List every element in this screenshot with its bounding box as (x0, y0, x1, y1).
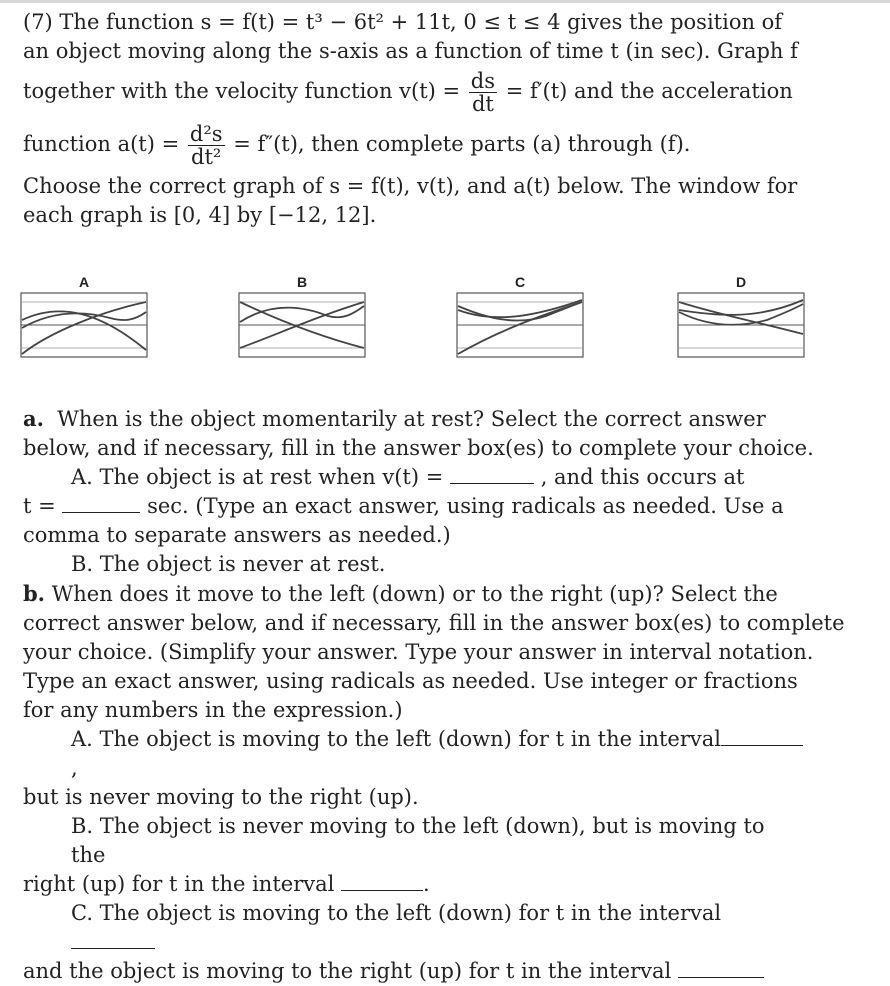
part-b-line-2: correct answer below, and if necessary, fill in the answer box(es) to complete (23, 611, 845, 635)
intro-line-3 (23, 66, 803, 116)
graph-label: B (296, 274, 308, 290)
part-a-label: a. (23, 406, 44, 431)
left-interval-answer-box-c[interactable] (71, 930, 155, 949)
part-b-text-1: When does it move to the left (down) or to the right (up)? Select the (51, 582, 778, 606)
top-border (0, 0, 890, 3)
right-interval-answer-box[interactable] (341, 872, 423, 891)
graph-option-a[interactable] (20, 272, 148, 358)
graph-c-plot (456, 292, 584, 358)
graph-d-plot (677, 292, 805, 358)
part-b-option-c[interactable] (23, 899, 803, 957)
part-b-option-c-line-2 (23, 957, 803, 986)
part-b-question (23, 579, 845, 725)
part-b-line-4: Type an exact answer, using radicals as needed. Use integer or fractions (23, 669, 798, 693)
intro-paragraph (23, 8, 803, 230)
fraction-denominator: dt² (191, 145, 222, 169)
option-text: and the object is moving to the right (up) for t in the interval (23, 959, 672, 983)
part-a-option-b[interactable]: B. The object is never at rest. (71, 552, 386, 576)
graph-b-plot (238, 292, 366, 358)
part-a-option-a-line-2 (23, 492, 803, 521)
graph-label: C (514, 274, 526, 290)
part-b-option-a[interactable]: A. The object is moving to the left (down) for t in the interval, (23, 725, 803, 783)
intro-line-5: Choose the correct graph of s = f(t), v(t), and a(t) below. The window for (23, 174, 798, 198)
option-text: , and this occurs at (540, 465, 745, 489)
option-text: A. The object is at rest when v(t) = (71, 465, 444, 489)
option-text: right (up) for t in the interval (23, 872, 335, 896)
left-interval-answer-box[interactable] (721, 727, 803, 746)
option-text: sec. (Type an exact answer, using radicals as needed. Use a (147, 494, 784, 518)
ds-dt-fraction (469, 70, 497, 115)
intro-line-1: (7) The function s = f(t) = t³ − 6t² + 11t, 0 ≤ t ≤ 4 gives the position of (23, 10, 783, 34)
graph-label: D (735, 274, 747, 290)
problem-statement (23, 8, 803, 230)
part-b-line-3: your choice. (Simplify your answer. Type your answer in interval notation. (23, 640, 814, 664)
part-a-option-a-line-3: comma to separate answers as needed.) (23, 523, 451, 547)
option-text: t = (23, 494, 56, 518)
graph-option-b[interactable] (238, 272, 366, 358)
d2s-dt2-fraction (188, 123, 225, 168)
part-b-line-5: for any numbers in the expression.) (23, 698, 403, 722)
graph-option-c[interactable] (456, 272, 584, 358)
acceleration-def-text: function a(t) = (23, 132, 180, 156)
graph-option-d[interactable] (677, 272, 805, 358)
velocity-answer-box[interactable] (450, 465, 534, 484)
part-b-option-a-line-2: but is never moving to the right (up). (23, 785, 419, 809)
velocity-def-tail: = f′(t) and the acceleration (505, 79, 793, 103)
intro-line-6: each graph is [0, 4] by [−12, 12]. (23, 203, 377, 227)
option-text: C. The object is moving to the left (down) for t in the interval (71, 901, 722, 925)
acceleration-def-tail: = f″(t), then complete parts (a) through (f). (233, 132, 691, 156)
graph-choices (0, 272, 890, 362)
part-a-line-2: below, and if necessary, fill in the answer box(es) to complete your choice. (23, 436, 814, 460)
part-b-option-b[interactable]: B. The object is never moving to the left (down), but is moving to the (71, 814, 765, 867)
fraction-denominator: dt (471, 92, 494, 116)
part-b-option-b-line-2: right (up) for t in the interval . (23, 872, 430, 896)
part-a-option-a[interactable] (23, 463, 803, 492)
intro-line-2: an object moving along the s-axis as a function of time t (in sec). Graph f (23, 39, 798, 63)
option-text: A. The object is moving to the left (down) for t in the interval (71, 727, 721, 751)
graph-a-plot (20, 292, 148, 358)
part-a-line-1 (23, 404, 803, 434)
fraction-numerator: d²s (189, 122, 223, 146)
part-a-text-1: When is the object momentarily at rest? Select the correct answer (57, 407, 766, 431)
time-answer-box[interactable] (62, 494, 140, 513)
right-interval-answer-box-c[interactable] (678, 959, 764, 978)
part-a-question (23, 404, 814, 463)
intro-line-4 (23, 116, 803, 172)
velocity-def-text: together with the velocity function v(t) = (23, 79, 461, 103)
part-b-line-1 (23, 579, 803, 609)
graph-label: A (78, 274, 90, 290)
part-b-label: b. (23, 581, 45, 606)
fraction-numerator: ds (470, 69, 496, 93)
part-a (23, 404, 845, 986)
